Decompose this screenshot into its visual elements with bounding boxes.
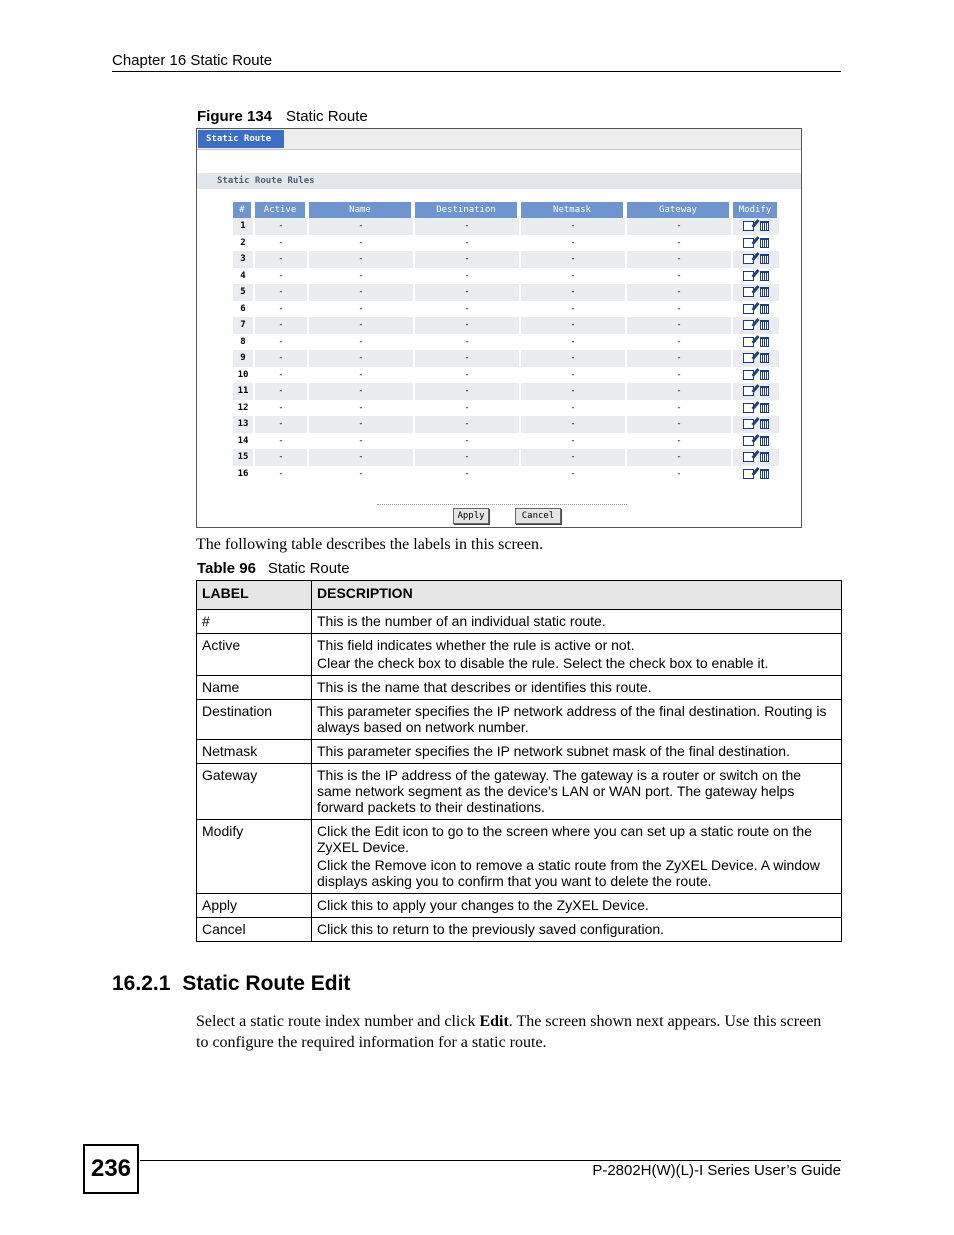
rule-cell: - [570, 369, 576, 380]
trash-icon[interactable] [760, 320, 769, 330]
trash-icon[interactable] [760, 337, 769, 347]
description-cell [312, 918, 842, 942]
rule-index: 13 [233, 416, 253, 433]
rule-index: 9 [233, 350, 253, 367]
modify-cell [733, 383, 779, 400]
description-cell [312, 894, 842, 918]
modify-cell [733, 218, 779, 235]
label-cell: Active [197, 634, 312, 676]
rule-cell: - [255, 218, 307, 235]
rule-cell: - [255, 251, 307, 268]
description-text: Clear the check box to disable the rule. Select the check box to enable it. [317, 655, 769, 671]
rule-cell: - [278, 402, 284, 413]
edit-icon[interactable] [743, 452, 754, 462]
label-cell: Cancel [197, 918, 312, 942]
rule-cell: - [278, 369, 284, 380]
trash-icon[interactable] [760, 469, 769, 479]
rule-cell: - [627, 317, 731, 334]
table-label: Table 96 [197, 560, 256, 577]
rule-cell: - [415, 251, 519, 268]
edit-icon[interactable] [743, 221, 754, 231]
rule-cell: - [464, 402, 470, 413]
table-row [197, 764, 842, 820]
rule-cell: - [415, 350, 519, 367]
label-cell: Modify [197, 820, 312, 894]
rule-index: 3 [233, 251, 253, 268]
description-cell [312, 820, 842, 894]
rule-row [233, 350, 779, 367]
edit-icon[interactable] [743, 386, 754, 396]
description-text: Click the Edit icon to go to the screen where you can set up a static route on the ZyXEL Device. [317, 823, 812, 855]
section-heading-title: Static Route Edit [182, 972, 351, 995]
section-number: 16.2.1 [112, 972, 171, 995]
label-cell: Netmask [197, 740, 312, 764]
rule-cell: - [464, 336, 470, 347]
modify-cell [733, 350, 779, 367]
rule-row [233, 284, 779, 301]
trash-icon[interactable] [760, 452, 769, 462]
rule-row [233, 301, 779, 318]
modify-cell [733, 251, 779, 268]
rule-cell: - [676, 402, 682, 413]
figure-title: Static Route [286, 108, 368, 125]
rule-row [233, 218, 779, 235]
cancel-button[interactable]: Cancel [515, 508, 561, 524]
modify-cell [733, 416, 779, 433]
table-row [197, 894, 842, 918]
rule-cell: - [278, 237, 284, 248]
rule-cell: - [464, 237, 470, 248]
rule-cell: - [627, 251, 731, 268]
rule-index: 6 [240, 303, 246, 314]
chapter-header: Chapter 16 Static Route [112, 52, 273, 69]
edit-icon[interactable] [743, 238, 754, 248]
table-row [197, 740, 842, 764]
rule-cell: - [676, 237, 682, 248]
table-row [197, 700, 842, 740]
description-text: This parameter specifies the IP network address of the final destination. Routing is always based on network number. [317, 703, 827, 735]
rule-row [233, 466, 779, 483]
rule-row [233, 317, 779, 334]
header-description: DESCRIPTION [312, 581, 842, 610]
rule-index: 15 [233, 449, 253, 466]
figure-caption [197, 108, 368, 125]
rule-cell: - [627, 416, 731, 433]
description-text: Click this to return to the previously saved configuration. [317, 921, 665, 937]
rule-index: 11 [233, 383, 253, 400]
rule-cell: - [570, 336, 576, 347]
description-table [196, 580, 842, 942]
description-text: This is the number of an individual static route. [317, 613, 606, 629]
rule-cell: - [627, 449, 731, 466]
rule-cell: - [309, 284, 413, 301]
rule-cell: - [415, 317, 519, 334]
modify-cell [733, 317, 779, 334]
description-text: Click the Remove icon to remove a static route from the ZyXEL Device. A window displays asking you to confirm that you want to delete the route. [317, 857, 820, 889]
trash-icon[interactable] [760, 403, 769, 413]
edit-icon[interactable] [743, 337, 754, 347]
edit-icon[interactable] [743, 370, 754, 380]
rule-cell: - [309, 449, 413, 466]
rule-cell: - [255, 317, 307, 334]
column-header: # [233, 202, 253, 218]
modify-cell [733, 284, 779, 301]
trash-icon[interactable] [760, 238, 769, 248]
rule-cell: - [627, 218, 731, 235]
tab-bar [197, 129, 801, 150]
description-text: This is the IP address of the gateway. The gateway is a router or switch on the same network segment as the device's LAN or WAN port. The gateway helps forward packets to their destinations. [317, 767, 802, 815]
rule-row [233, 251, 779, 268]
rule-cell: - [358, 303, 364, 314]
description-cell [312, 676, 842, 700]
description-cell [312, 740, 842, 764]
rule-row [233, 416, 779, 433]
edit-icon[interactable] [743, 271, 754, 281]
column-header: Active [255, 202, 307, 218]
rule-cell: - [358, 435, 364, 446]
modify-cell [733, 449, 779, 466]
label-cell: Name [197, 676, 312, 700]
label-cell: Gateway [197, 764, 312, 820]
rule-index: 12 [237, 402, 249, 413]
table-row [197, 610, 842, 634]
modify-cell [733, 268, 779, 285]
rule-cell: - [358, 468, 364, 479]
dotted-divider [377, 504, 627, 505]
rule-cell: - [278, 303, 284, 314]
apply-button[interactable]: Apply [453, 508, 489, 524]
body-text-end: . The screen shown next appears. Use this screen to configure the required information for a static route. [196, 1013, 822, 1051]
description-cell [312, 700, 842, 740]
rule-cell: - [415, 416, 519, 433]
trash-icon[interactable] [760, 386, 769, 396]
rule-cell: - [676, 435, 682, 446]
rule-cell: - [627, 383, 731, 400]
rule-cell: - [521, 383, 625, 400]
rule-cell: - [676, 468, 682, 479]
guide-title: P-2802H(W)(L)-I Series User’s Guide [592, 1162, 841, 1179]
column-header: Netmask [521, 202, 625, 218]
trash-icon[interactable] [760, 304, 769, 314]
trash-icon[interactable] [760, 221, 769, 231]
table-row [197, 820, 842, 894]
modify-cell [733, 235, 779, 252]
rule-cell: - [521, 350, 625, 367]
rule-cell: - [358, 402, 364, 413]
rule-row [233, 449, 779, 466]
rule-row [233, 235, 779, 252]
section-heading [112, 972, 350, 996]
rule-cell: - [521, 317, 625, 334]
static-route-rules-table [231, 202, 781, 482]
rule-cell: - [309, 317, 413, 334]
rule-cell: - [464, 369, 470, 380]
static-route-screenshot [196, 128, 802, 528]
rule-cell: - [255, 383, 307, 400]
rule-cell: - [309, 416, 413, 433]
rule-cell: - [521, 416, 625, 433]
rule-row [233, 400, 779, 417]
rule-cell: - [358, 237, 364, 248]
rule-cell: - [521, 218, 625, 235]
rule-cell: - [521, 284, 625, 301]
rule-cell: - [627, 284, 731, 301]
rule-cell: - [415, 449, 519, 466]
figure-label: Figure 134 [197, 108, 273, 125]
rule-row [233, 268, 779, 285]
trash-icon[interactable] [760, 271, 769, 281]
edit-icon[interactable] [743, 436, 754, 446]
rule-cell: - [255, 284, 307, 301]
rule-index: 14 [237, 435, 249, 446]
rule-cell: - [358, 369, 364, 380]
rule-cell: - [278, 270, 284, 281]
edit-icon[interactable] [743, 419, 754, 429]
table-row [197, 634, 842, 676]
rule-index: 4 [240, 270, 246, 281]
description-cell [312, 764, 842, 820]
rule-cell: - [415, 383, 519, 400]
trash-icon[interactable] [760, 419, 769, 429]
edit-icon[interactable] [743, 403, 754, 413]
column-header: Gateway [627, 202, 731, 218]
rule-cell: - [676, 303, 682, 314]
rule-cell: - [570, 270, 576, 281]
edit-icon[interactable] [743, 254, 754, 264]
footer-rule [140, 1160, 841, 1161]
rule-cell: - [521, 251, 625, 268]
edit-icon[interactable] [743, 469, 754, 479]
description-cell [312, 610, 842, 634]
rule-index: 1 [233, 218, 253, 235]
rule-cell: - [278, 336, 284, 347]
rule-cell: - [309, 383, 413, 400]
label-cell: # [197, 610, 312, 634]
tab-static-route[interactable]: Static Route [198, 130, 284, 148]
rule-cell: - [521, 449, 625, 466]
trash-icon[interactable] [760, 287, 769, 297]
table-title: Static Route [267, 560, 350, 577]
rule-cell: - [627, 350, 731, 367]
column-header: Modify [733, 202, 779, 218]
rule-cell: - [358, 270, 364, 281]
rule-row [233, 367, 779, 384]
rule-cell: - [255, 350, 307, 367]
rule-cell: - [676, 369, 682, 380]
label-cell: Destination [197, 700, 312, 740]
table-row [197, 918, 842, 942]
rule-cell: - [309, 251, 413, 268]
edit-icon[interactable] [743, 304, 754, 314]
column-header: Destination [415, 202, 519, 218]
rule-cell: - [255, 449, 307, 466]
description-text: This parameter specifies the IP network subnet mask of the final destination. [317, 743, 790, 759]
rule-cell: - [676, 336, 682, 347]
rule-cell: - [570, 468, 576, 479]
header-label: LABEL [197, 581, 312, 610]
rule-cell: - [415, 218, 519, 235]
rule-cell: - [570, 303, 576, 314]
rule-row [233, 383, 779, 400]
rule-cell: - [309, 218, 413, 235]
rule-index: 8 [240, 336, 246, 347]
rule-cell: - [464, 435, 470, 446]
rule-cell: - [278, 468, 284, 479]
rule-cell: - [358, 336, 364, 347]
label-cell: Apply [197, 894, 312, 918]
rule-cell: - [570, 402, 576, 413]
description-text: Click this to apply your changes to the ZyXEL Device. [317, 897, 649, 913]
rule-cell: - [464, 270, 470, 281]
table-caption [197, 560, 350, 577]
rule-index: 5 [233, 284, 253, 301]
trash-icon[interactable] [760, 254, 769, 264]
edit-icon[interactable] [743, 287, 754, 297]
body-paragraph [196, 1011, 836, 1053]
modify-cell [733, 367, 779, 384]
rule-cell: - [415, 284, 519, 301]
rule-row [233, 334, 779, 351]
rule-index: 7 [233, 317, 253, 334]
header-rule [112, 71, 841, 72]
modify-cell [733, 400, 779, 417]
intro-paragraph: The following table describes the labels in this screen. [196, 536, 544, 553]
body-text-bold: Edit [479, 1013, 509, 1030]
rule-cell: - [464, 303, 470, 314]
rule-cell: - [570, 237, 576, 248]
rule-cell: - [309, 350, 413, 367]
edit-icon[interactable] [743, 320, 754, 330]
rule-index: 2 [240, 237, 246, 248]
rule-cell: - [464, 468, 470, 479]
description-text: This field indicates whether the rule is active or not. [317, 637, 635, 653]
table-row [197, 676, 842, 700]
rule-cell: - [255, 416, 307, 433]
edit-icon[interactable] [743, 353, 754, 363]
rule-cell: - [570, 435, 576, 446]
page-number: 236 [83, 1144, 139, 1194]
description-text: This is the name that describes or identifies this route. [317, 679, 652, 695]
trash-icon[interactable] [760, 353, 769, 363]
rule-cell: - [278, 435, 284, 446]
trash-icon[interactable] [760, 370, 769, 380]
modify-cell [733, 433, 779, 450]
modify-cell [733, 334, 779, 351]
rule-index: 16 [237, 468, 249, 479]
section-title: Static Route Rules [197, 173, 801, 189]
rule-row [233, 433, 779, 450]
modify-cell [733, 466, 779, 483]
column-header: Name [309, 202, 413, 218]
rule-cell: - [676, 270, 682, 281]
rule-index: 10 [237, 369, 249, 380]
body-text-start: Select a static route index number and click [196, 1013, 480, 1030]
description-cell [312, 634, 842, 676]
modify-cell [733, 301, 779, 318]
trash-icon[interactable] [760, 436, 769, 446]
